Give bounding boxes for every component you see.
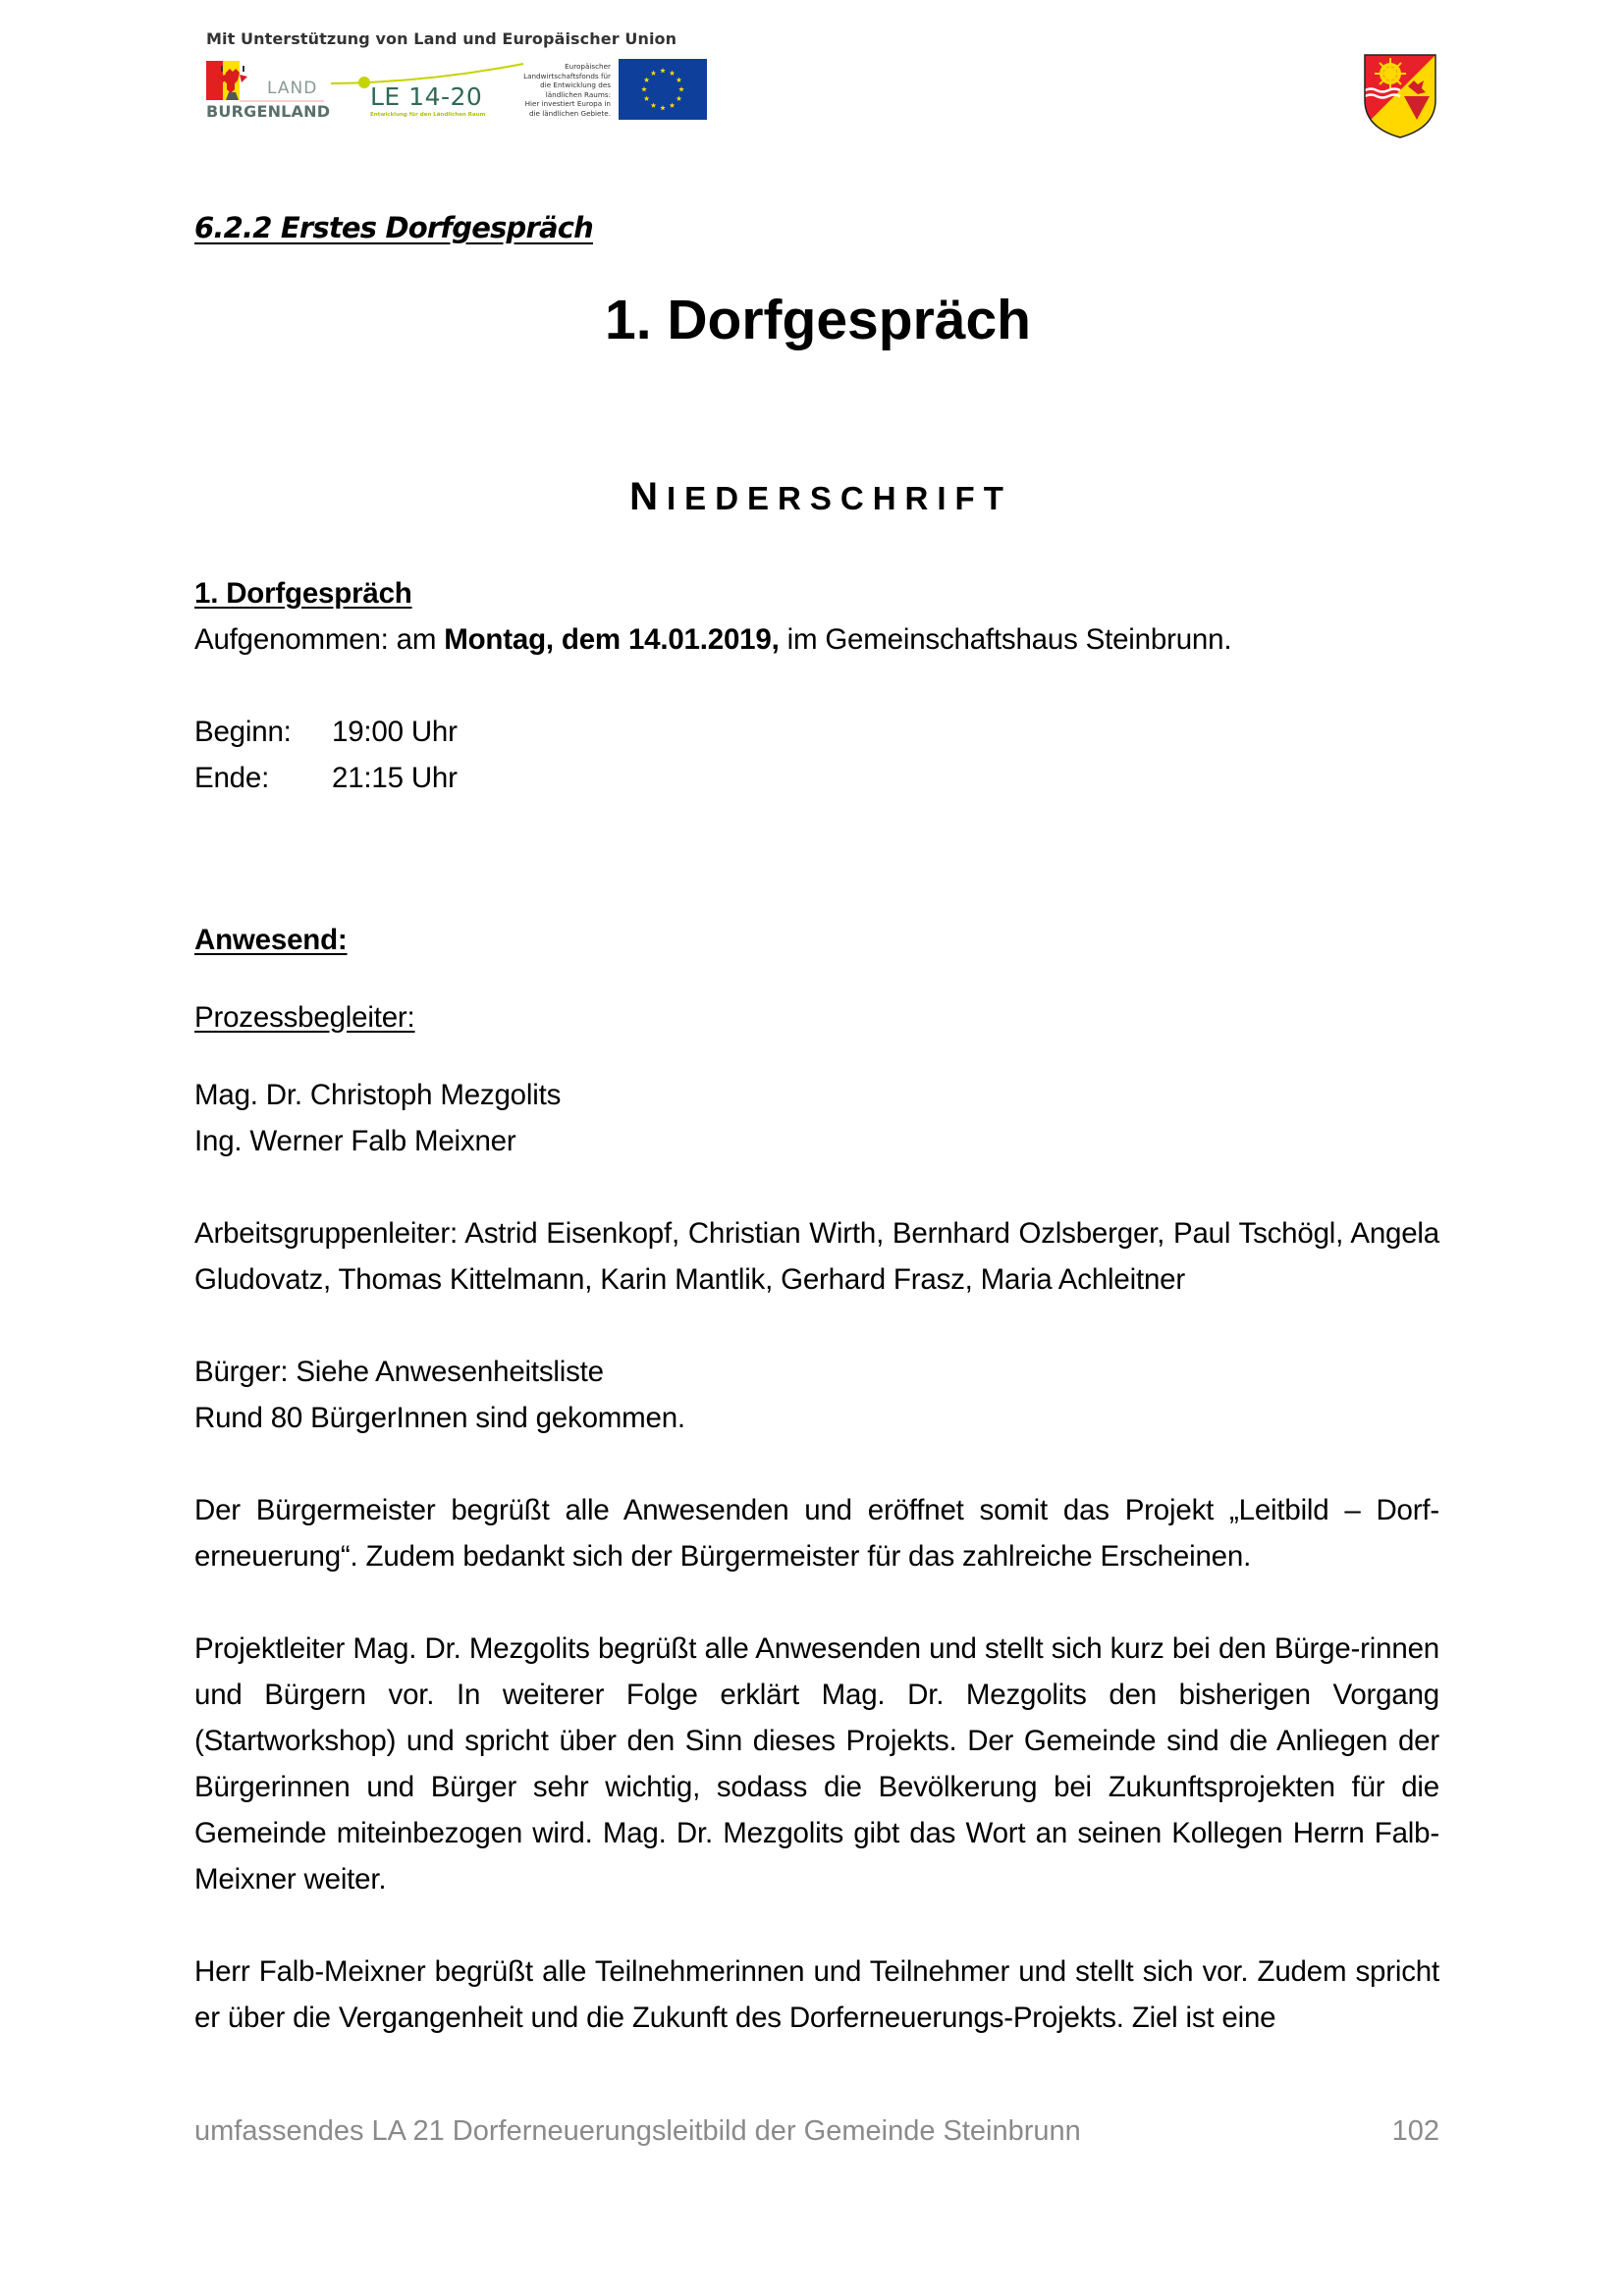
document-title: 1. Dorfgespräch [605,289,1031,351]
paragraph: Der Bürgermeister begrüßt alle Anwesenden und eröffnet somit das Projekt „Leitbild – Dorf-erneuerung“. Zudem bedankt sich der Bürgermeister für das zahlreiche Erscheinen. [194,1494,1439,1573]
eafrd-line: die ländlichen Gebiete. [528,108,611,118]
facilitator-name: Mag. Dr. Christoph Mezgolits [194,1079,562,1111]
eu-flag-icon [619,59,707,120]
facilitator-name: Ing. Werner Falb Meixner [194,1125,516,1157]
coat-of-arms-icon [1361,51,1439,139]
meeting-end [194,755,1439,801]
document-body [194,570,1439,2041]
group-leaders: Arbeitsgruppenleiter: Astrid Eisenkopf, Christian Wirth, Bernhard Ozlsberger, Paul Tschögl, Angela Gludovatz, Thomas Kittelmann, Karin Mantlik, Gerhard Frasz, Maria Achleitner [194,1217,1439,1296]
eafrd-line: Hier investiert Europa in [524,99,611,108]
recorded-date: Montag, dem 14.01.2019, [444,623,780,656]
recorded-location: im Gemeinschaftshaus Steinbrunn. [779,623,1232,656]
end-label: Ende: [194,762,270,794]
attendance-heading: Anwesend: [194,924,348,956]
paragraph: Projektleiter Mag. Dr. Mezgolits begrüßt alle Anwesenden und stellt sich kurz bei den Bürge-rinnen und Bürgern vor. In weiterer Folge erklärt Mag. Dr. Mezgolits den bisherigen Vorgang (Startworkshop) und spricht über den Sinn dieses Projekts. Der Gemeinde sind die Anliegen der Bürgerinnen und Bürger sehr wichtig, sodass die Bevölkerung bei Zukunftsprojekten für die Gemeinde miteinbezogen wird. Mag. Dr. Mezgolits gibt das Wort an seinen Kollegen Herrn Falb-Meixner weiter. [194,1632,1439,1896]
meeting-recorded [194,616,1439,663]
le-logo-subtitle: Entwicklung für den Ländlichen Raum [370,112,486,118]
footer-text: umfassendes LA 21 Dorferneuerungsleitbild der Gemeinde Steinbrunn [194,2115,1081,2147]
begin-time: 19:00 Uhr [332,716,458,748]
page-footer [194,2115,1439,2148]
burgenland-logo-land: LAND [267,79,318,98]
meeting-heading: 1. Dorfgespräch [194,577,412,610]
page-number: 102 [1391,2115,1439,2147]
eafrd-line: Europäischer [565,62,611,71]
citizens-line: Bürger: Siehe Anwesenheitsliste [194,1356,604,1388]
support-caption: Mit Unterstützung von Land und Europäischer Union [206,29,677,48]
recorded-prefix: Aufgenommen: am [194,623,445,656]
end-time: 21:15 Uhr [332,762,458,794]
le-logo-title: LE 14-20 [370,82,483,111]
citizens-count: Rund 80 BürgerInnen sind gekommen. [194,1402,685,1434]
begin-label: Beginn: [194,716,292,748]
eafrd-line: ländlichen Raums: [545,89,611,99]
document-subtitle [0,475,1624,519]
subtitle-rest: IEDERSCHRIFT [667,480,1012,516]
eafrd-line: die Entwicklung des [540,80,611,89]
eafrd-text [481,62,611,118]
land-burgenland-logo [206,59,331,124]
section-heading: 6.2.2 Erstes Dorfgespräch [194,211,593,244]
burgenland-logo-name: BURGENLAND [206,102,331,121]
paragraph: Herr Falb-Meixner begrüßt alle Teilnehmerinnen und Teilnehmer und stellt sich vor. Zudem spricht er über die Vergangenheit und die Zukunft des Dorferneuerungs-Projekts. Ziel ist eine [194,1955,1439,2034]
facilitators-label: Prozessbegleiter: [194,1001,415,1034]
eafrd-line: Landwirtschaftsfonds für [523,71,611,80]
meeting-begin [194,709,1439,755]
subtitle-initial: N [629,475,668,518]
